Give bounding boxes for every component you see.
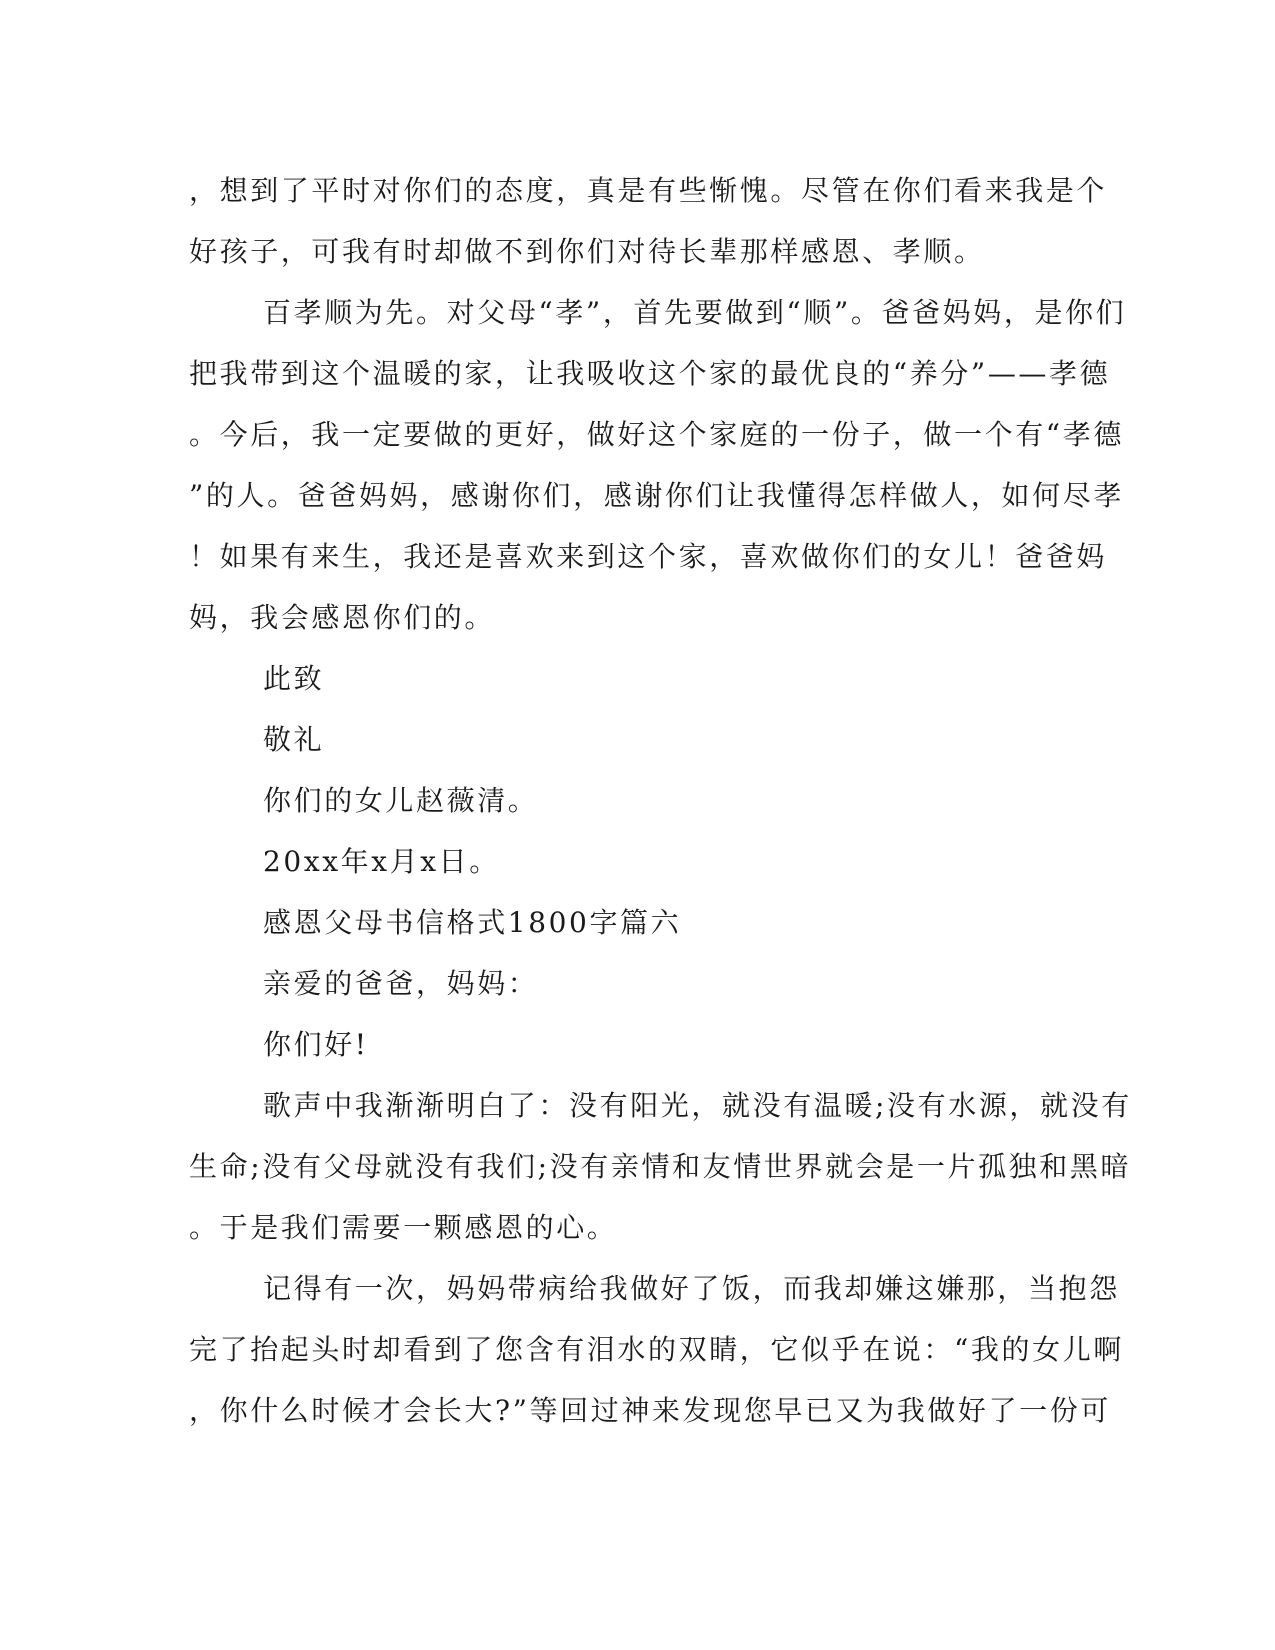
text-line: 。今后，我一定要做的更好，做好这个家庭的一份子，做一个有“孝德 [189, 418, 1124, 451]
greeting-hello: 你们好! [263, 1028, 369, 1061]
greeting: 亲爱的爸爸，妈妈： [263, 967, 539, 1000]
text-line: 好孩子，可我有时却做不到你们对待长辈那样感恩、孝顺。 [189, 235, 985, 268]
signature: 你们的女儿赵薇清。 [263, 784, 539, 817]
text-line: 记得有一次，妈妈带病给我做好了饭，而我却嫌这嫌那，当抱怨 [263, 1272, 1120, 1305]
text-line: 百孝顺为先。对父母“孝”，首先要做到“顺”。爸爸妈妈，是你们 [263, 296, 1127, 329]
closing-regards: 敬礼 [263, 723, 325, 756]
text-line: 。于是我们需要一颗感恩的心。 [189, 1211, 618, 1244]
letter-date: 20xx年x月x日。 [263, 845, 500, 878]
section-heading: 感恩父母书信格式1800字篇六 [263, 906, 682, 939]
text-line: ，想到了平时对你们的态度，真是有些惭愧。尽管在你们看来我是个 [189, 174, 1108, 207]
text-line: 歌声中我渐渐明白了：没有阳光，就没有温暖;没有水源，就没有 [263, 1089, 1132, 1122]
text-line: ”的人。爸爸妈妈，感谢你们，感谢你们让我懂得怎样做人，如何尽孝 [189, 479, 1124, 512]
text-line: 把我带到这个温暖的家，让我吸收这个家的最优良的“养分”——孝德 [189, 357, 1111, 390]
text-line: 完了抬起头时却看到了您含有泪水的双睛，它似乎在说：“我的女儿啊 [189, 1333, 1124, 1366]
letter-body [189, 160, 1132, 1441]
text-line: 妈，我会感恩你们的。 [189, 601, 496, 634]
text-line: 生命;没有父母就没有我们;没有亲情和友情世界就会是一片孤独和黑暗 [189, 1150, 1132, 1183]
text-line: ！如果有来生，我还是喜欢来到这个家，喜欢做你们的女儿！爸爸妈 [189, 540, 1108, 573]
text-line: ，你什么时候才会长大?”等回过神来发现您早已又为我做好了一份可 [189, 1394, 1111, 1427]
closing-salutation: 此致 [263, 662, 325, 695]
